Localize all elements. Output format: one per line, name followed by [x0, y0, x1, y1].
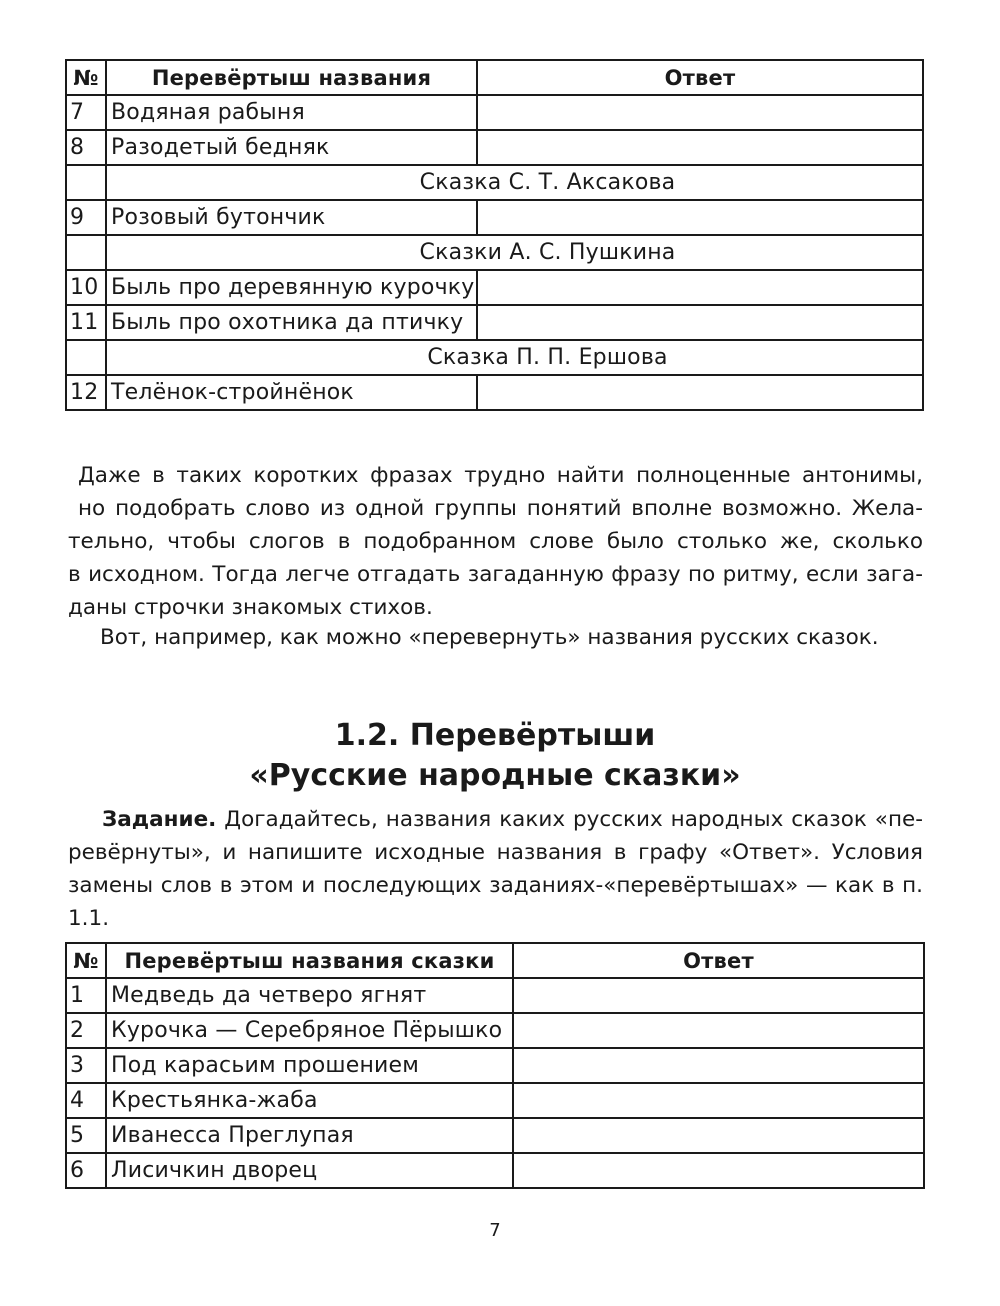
task-description — [68, 803, 923, 935]
table-row — [66, 1048, 924, 1083]
answer-cell[interactable] — [513, 1083, 924, 1118]
page-number: 7 — [489, 1220, 501, 1241]
row-number: 7 — [66, 95, 106, 130]
answer-cell[interactable] — [513, 1013, 924, 1048]
paragraph-line: тельно, чтобы слогов в подобранном слове было столько же, сколько — [68, 529, 923, 554]
paragraph-line: но подобрать слово из одной группы понятий вполне возможно. Жела- — [78, 496, 923, 521]
header-answer: Ответ — [477, 60, 923, 95]
answer-cell[interactable] — [477, 270, 923, 305]
table-row — [66, 130, 923, 165]
section-row — [66, 165, 923, 200]
section-title: Сказка С. Т. Аксакова — [106, 165, 923, 200]
riddle-text: Курочка — Серебряное Пёрышко — [106, 1013, 513, 1048]
table-row — [66, 1013, 924, 1048]
header-answer: Ответ — [513, 943, 924, 978]
table-row — [66, 1118, 924, 1153]
row-number: 1 — [66, 978, 106, 1013]
answer-cell[interactable] — [477, 130, 923, 165]
riddle-table-bottom — [65, 942, 925, 1189]
riddle-text: Водяная рабыня — [106, 95, 477, 130]
table-row — [66, 1083, 924, 1118]
section-title: Сказка П. П. Ершова — [106, 340, 923, 375]
section-row — [66, 340, 923, 375]
riddle-text: Крестьянка-жаба — [106, 1083, 513, 1118]
row-number — [66, 165, 106, 200]
riddle-text: Разодетый бедняк — [106, 130, 477, 165]
row-number: 12 — [66, 375, 106, 410]
header-number: № — [66, 943, 106, 978]
row-number — [66, 235, 106, 270]
row-number: 4 — [66, 1083, 106, 1118]
task-label: Задание. — [102, 807, 217, 832]
header-number: № — [66, 60, 106, 95]
riddle-text: Иванесса Преглупая — [106, 1118, 513, 1153]
answer-cell[interactable] — [513, 1048, 924, 1083]
riddle-text: Лисичкин дворец — [106, 1153, 513, 1188]
task-text: Догадайтесь, названия каких русских народных сказок «пе-ревёрнуты», и напишите исходные названия в графу «Ответ». Условия замены слов в этом и последующих заданиях-«перевёртышах» — как в п. 1.1. — [68, 807, 923, 931]
answer-cell[interactable] — [477, 305, 923, 340]
row-number: 2 — [66, 1013, 106, 1048]
paragraph-line: Даже в таких коротких фразах трудно найти полноценные антонимы, — [78, 463, 923, 488]
row-number: 5 — [66, 1118, 106, 1153]
table-row — [66, 978, 924, 1013]
header-riddle: Перевёртыш названия сказки — [106, 943, 513, 978]
row-number: 10 — [66, 270, 106, 305]
row-number: 9 — [66, 200, 106, 235]
riddle-text: Телёнок-стройнёнок — [106, 375, 477, 410]
riddle-text: Медведь да четверо ягнят — [106, 978, 513, 1013]
section-heading-line2: «Русские народные сказки» — [249, 758, 741, 793]
section-title: Сказки А. С. Пушкина — [106, 235, 923, 270]
row-number: 6 — [66, 1153, 106, 1188]
header-riddle: Перевёртыш названия — [106, 60, 477, 95]
row-number: 8 — [66, 130, 106, 165]
riddle-text: Под карасьим прошением — [106, 1048, 513, 1083]
table-row — [66, 375, 923, 410]
paragraph-example: Вот, например, как можно «перевернуть» названия русских сказок. — [100, 625, 879, 650]
paragraph-line: в исходном. Тогда легче отгадать загаданную фразу по ритму, если зага- — [68, 562, 923, 587]
answer-cell[interactable] — [513, 978, 924, 1013]
riddle-table-top — [65, 59, 924, 411]
row-number: 11 — [66, 305, 106, 340]
answer-cell[interactable] — [513, 1153, 924, 1188]
table-row — [66, 1153, 924, 1188]
section-row — [66, 235, 923, 270]
table-row — [66, 95, 923, 130]
answer-cell[interactable] — [477, 200, 923, 235]
riddle-text: Розовый бутончик — [106, 200, 477, 235]
riddle-text: Быль про охотника да птичку — [106, 305, 477, 340]
row-number: 3 — [66, 1048, 106, 1083]
table-header-row — [66, 60, 923, 95]
section-heading-line1: 1.2. Перевёртыши — [334, 718, 656, 753]
table-row — [66, 200, 923, 235]
table-row — [66, 270, 923, 305]
riddle-text: Быль про деревянную курочку — [106, 270, 477, 305]
paragraph-line: даны строчки знакомых стихов. — [68, 595, 433, 620]
row-number — [66, 340, 106, 375]
table-header-row — [66, 943, 924, 978]
answer-cell[interactable] — [477, 95, 923, 130]
answer-cell[interactable] — [477, 375, 923, 410]
table-row — [66, 305, 923, 340]
answer-cell[interactable] — [513, 1118, 924, 1153]
